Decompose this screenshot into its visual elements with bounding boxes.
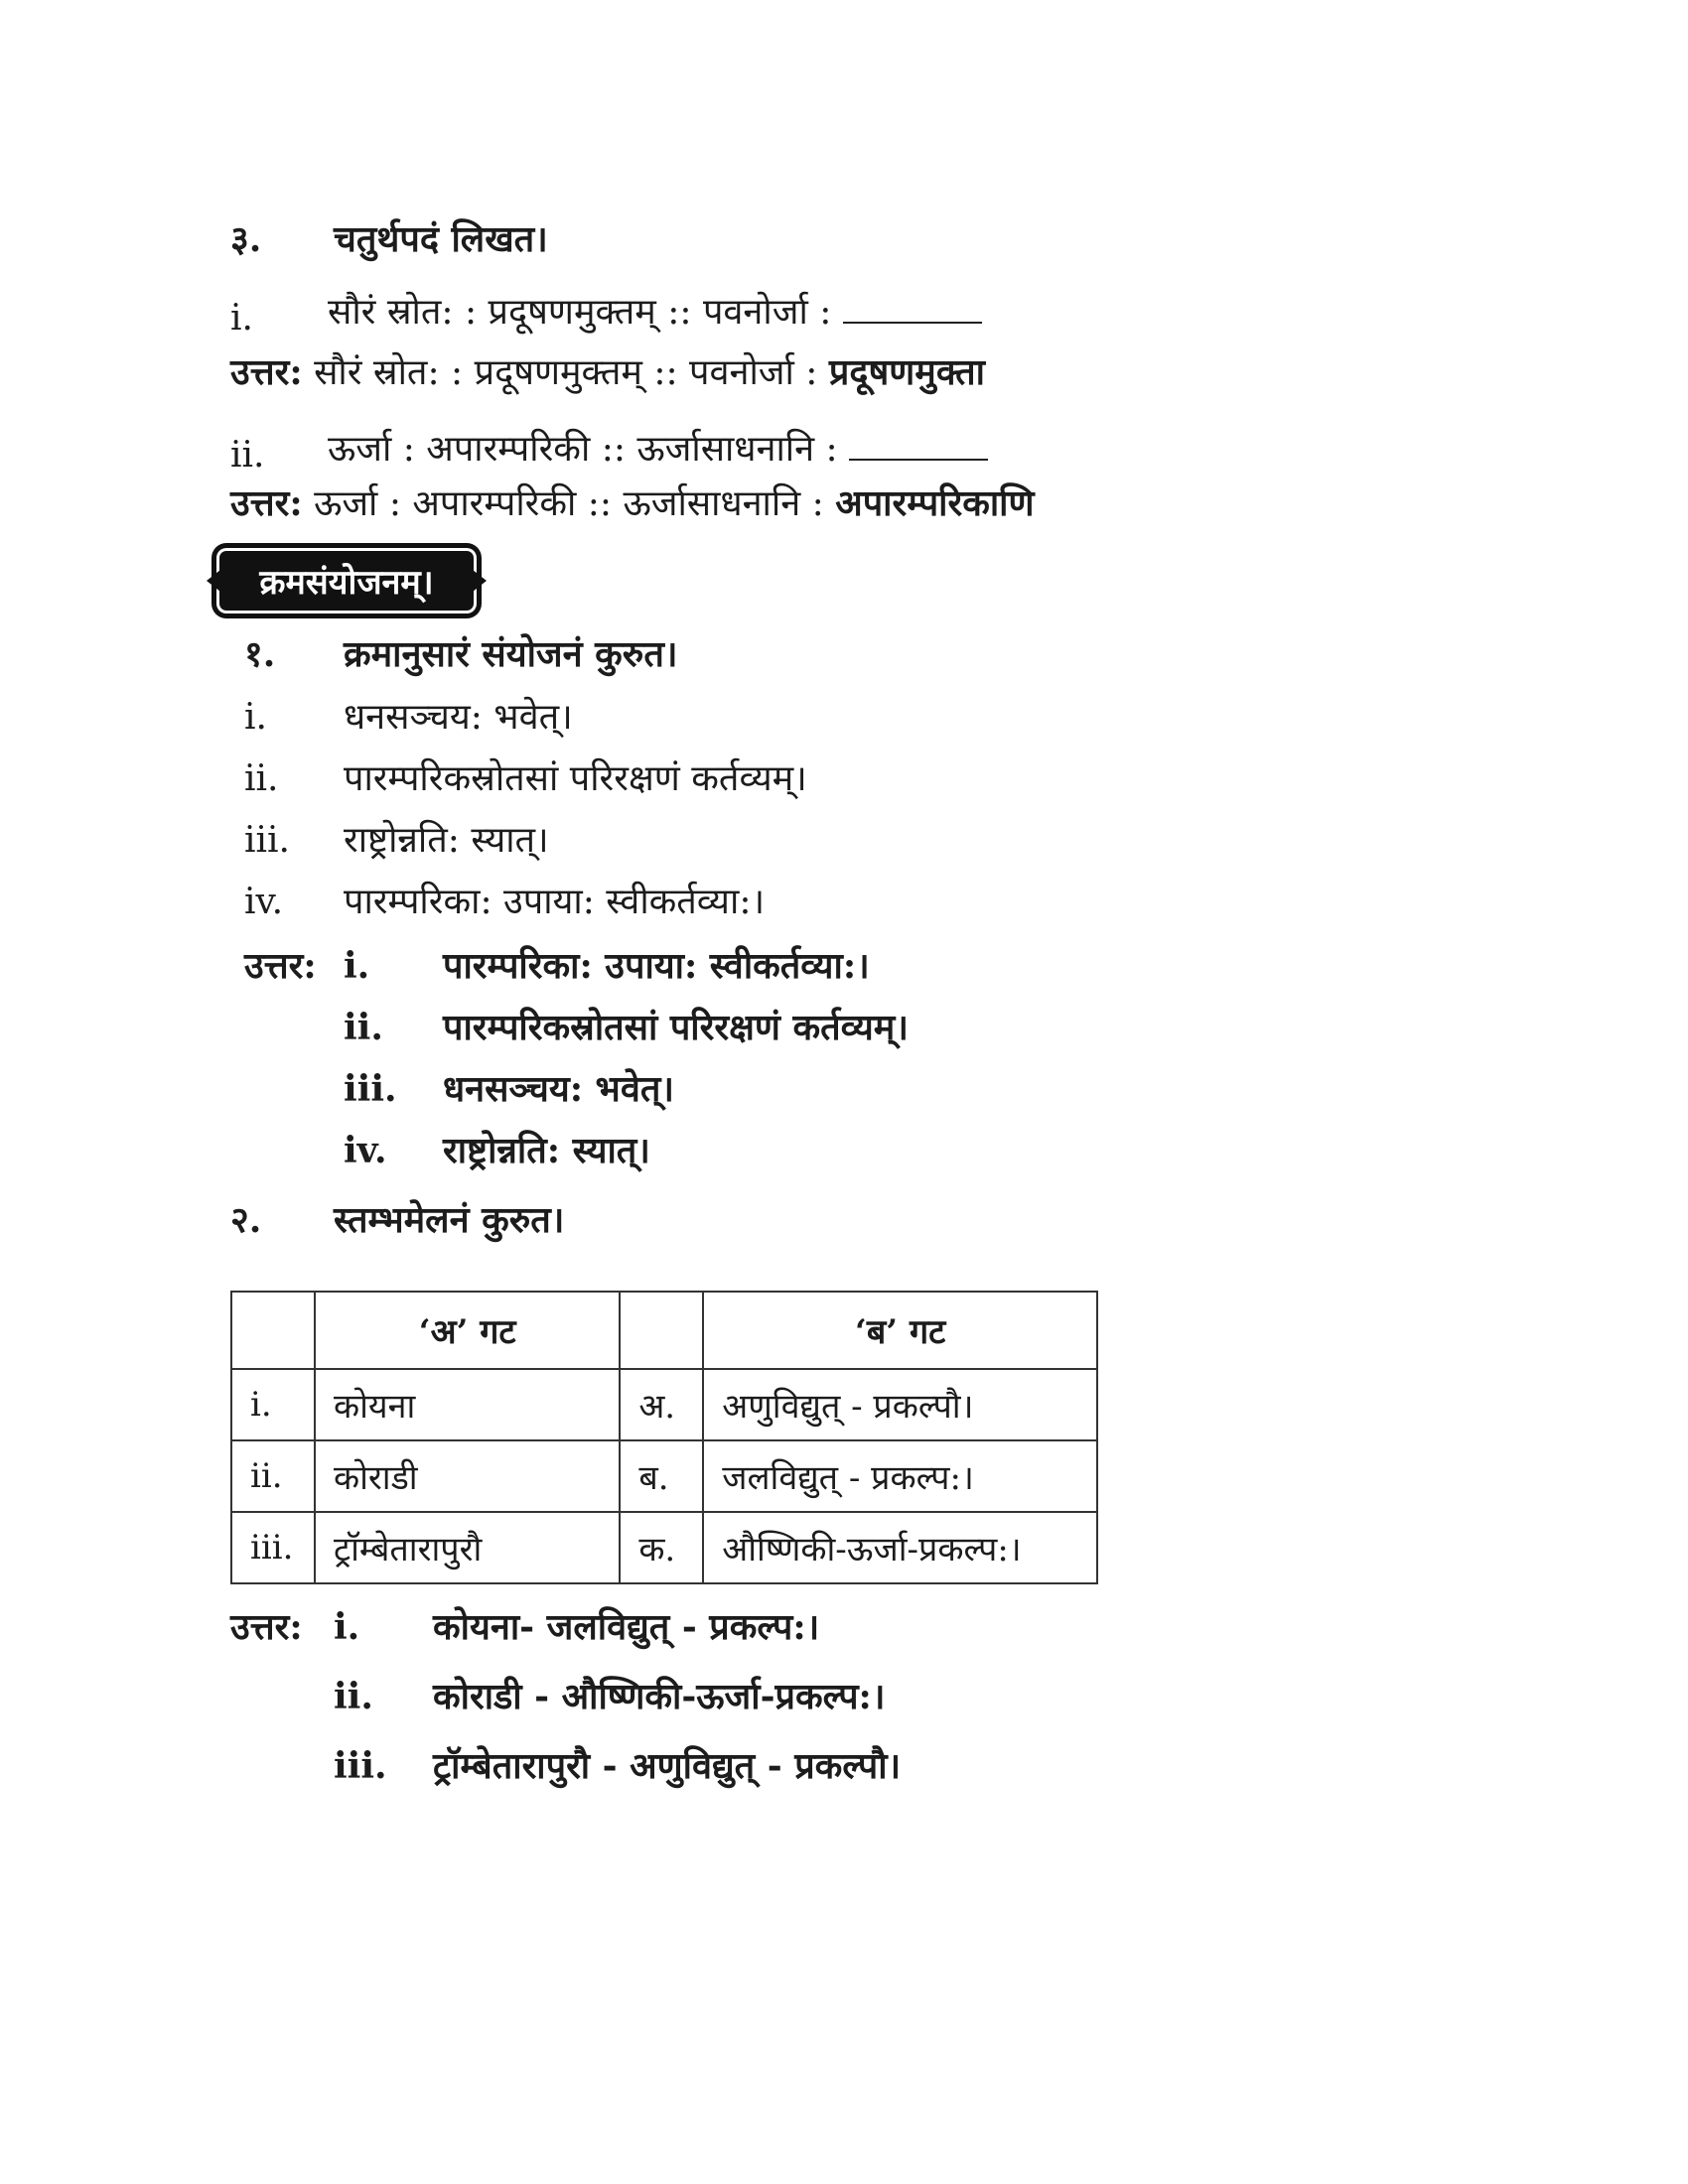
list-item: पारम्परिका: उपाया: स्वीकर्तव्या:। bbox=[344, 882, 766, 922]
section-badge: क्रमसंयोजनम्। bbox=[216, 548, 477, 614]
answer-blank bbox=[849, 429, 988, 461]
list-item: धनसञ्चय: भवेत्। bbox=[344, 697, 573, 738]
answer-item: धनसञ्चय: भवेत्। bbox=[443, 1068, 675, 1110]
table-header-row bbox=[231, 1292, 1097, 1369]
table-cell: अ. bbox=[620, 1369, 703, 1440]
question-number: १. bbox=[244, 633, 276, 675]
analogy-question bbox=[328, 427, 988, 473]
answer-item: पारम्परिकस्रोतसां परिरक्षणं कर्तव्यम्। bbox=[443, 1007, 909, 1048]
answer-number: i. bbox=[344, 945, 370, 987]
answer-label: उत्तर: bbox=[244, 945, 317, 987]
table-header: ‘अ’ गट bbox=[315, 1292, 620, 1369]
question-number: २. bbox=[230, 1199, 262, 1241]
list-item: राष्ट्रोन्नति: स्यात्। bbox=[344, 820, 549, 861]
table-cell: i. bbox=[231, 1369, 315, 1440]
answer-number: iii. bbox=[334, 1745, 387, 1787]
answer-item: कोराडी - औष्णिकी-ऊर्जा-प्रकल्प:। bbox=[433, 1676, 886, 1717]
item-number: ii. bbox=[230, 435, 265, 476]
answer-number: iv. bbox=[344, 1130, 387, 1171]
answer-item: पारम्परिका: उपाया: स्वीकर्तव्या:। bbox=[443, 945, 870, 987]
answer-line bbox=[230, 349, 985, 396]
answer-text: प्रदूषणमुक्ता bbox=[828, 351, 985, 393]
table-cell: जलविद्युत् - प्रकल्प:। bbox=[703, 1440, 1097, 1512]
table-row bbox=[231, 1369, 1097, 1440]
list-item: पारम्परिकस्रोतसां परिरक्षणं कर्तव्यम्। bbox=[344, 758, 807, 799]
table-header bbox=[620, 1292, 703, 1369]
list-item-number: i. bbox=[244, 697, 267, 738]
list-item-number: ii. bbox=[244, 758, 279, 799]
table-cell: ब. bbox=[620, 1440, 703, 1512]
analogy-text: सौरं स्रोत: : प्रदूषणमुक्तम् :: पवनोर्जा : bbox=[314, 352, 818, 393]
table-cell: कोराडी bbox=[315, 1440, 620, 1512]
answer-number: i. bbox=[334, 1606, 360, 1648]
table-cell: क. bbox=[620, 1512, 703, 1583]
analogy-question bbox=[328, 290, 982, 336]
table-cell: iii. bbox=[231, 1512, 315, 1583]
answer-label: उत्तर: bbox=[230, 1606, 303, 1648]
answer-line bbox=[230, 480, 1035, 527]
question-title: चतुर्थपदं लिखत। bbox=[334, 218, 548, 260]
table-cell: औष्णिकी-ऊर्जा-प्रकल्प:। bbox=[703, 1512, 1097, 1583]
table-header: ‘ब’ गट bbox=[703, 1292, 1097, 1369]
list-item-number: iii. bbox=[244, 820, 290, 861]
table-row bbox=[231, 1512, 1097, 1583]
answer-item: ट्रॉम्बेतारापुरौ - अणुविद्युत् - प्रकल्पौ। bbox=[433, 1745, 902, 1787]
answer-item: राष्ट्रोन्नति: स्यात्। bbox=[443, 1130, 650, 1171]
table-cell: ii. bbox=[231, 1440, 315, 1512]
analogy-text: ऊर्जा : अपारम्परिकी :: ऊर्जासाधनानि : bbox=[314, 483, 824, 524]
table-cell: ट्रॉम्बेतारापुरौ bbox=[315, 1512, 620, 1583]
table-cell: अणुविद्युत् - प्रकल्पौ। bbox=[703, 1369, 1097, 1440]
item-number: i. bbox=[230, 298, 253, 339]
answer-text: अपारम्परिकाणि bbox=[835, 482, 1035, 524]
answer-blank bbox=[843, 292, 982, 324]
analogy-text: ऊर्जा : अपारम्परिकी :: ऊर्जासाधनानि : bbox=[328, 429, 838, 470]
answer-item: कोयना- जलविद्युत् - प्रकल्प:। bbox=[433, 1606, 820, 1648]
answer-label: उत्तर: bbox=[230, 351, 303, 393]
question-title: क्रमानुसारं संयोजनं कुरुत। bbox=[344, 633, 678, 675]
list-item-number: iv. bbox=[244, 882, 284, 922]
answer-label: उत्तर: bbox=[230, 482, 303, 524]
table-cell: कोयना bbox=[315, 1369, 620, 1440]
answer-number: ii. bbox=[344, 1007, 383, 1048]
answer-number: ii. bbox=[334, 1676, 373, 1717]
question-number: ३. bbox=[230, 218, 262, 260]
analogy-text: सौरं स्रोत: : प्रदूषणमुक्तम् :: पवनोर्जा : bbox=[328, 292, 832, 333]
table-header bbox=[231, 1292, 315, 1369]
answer-number: iii. bbox=[344, 1068, 397, 1110]
match-table bbox=[230, 1291, 1098, 1584]
question-title: स्तम्भमेलनं कुरुत। bbox=[334, 1199, 565, 1241]
table-row bbox=[231, 1440, 1097, 1512]
